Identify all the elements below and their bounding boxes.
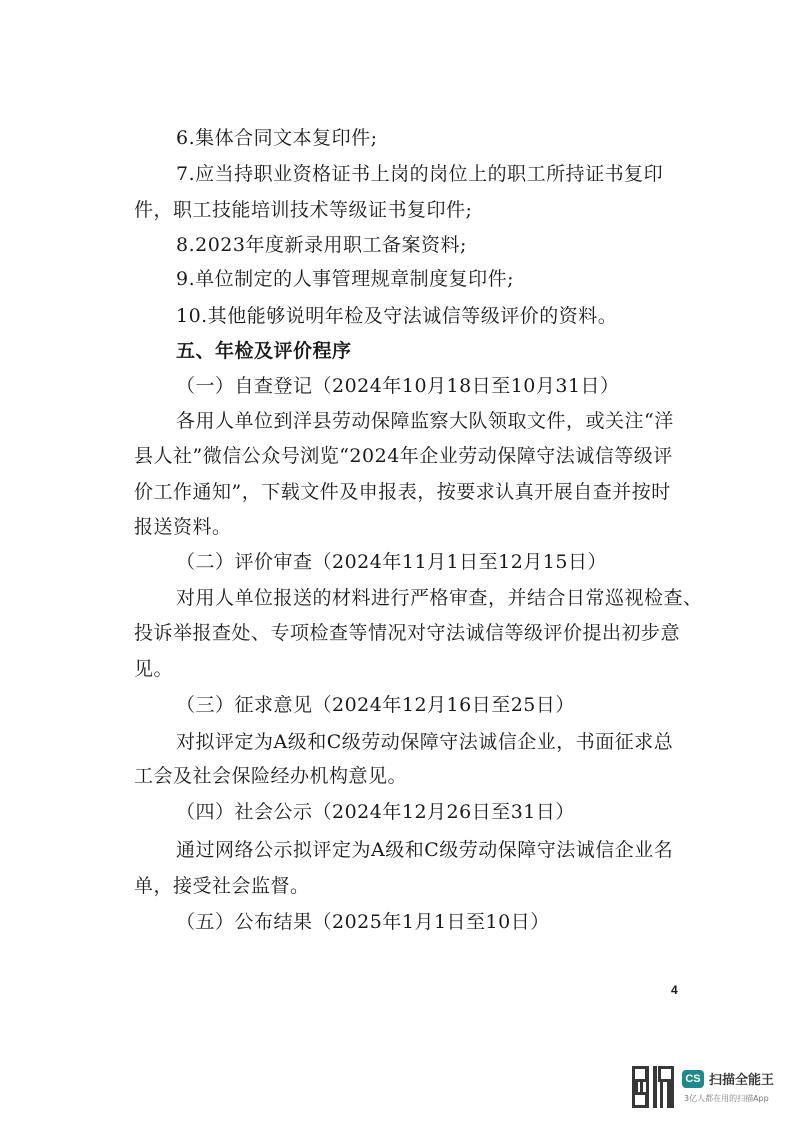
list-item: 8.2023年度新录用职工备案资料; (176, 234, 467, 256)
list-item-continuation: 件，职工技能培训技术等级证书复印件; (134, 199, 473, 221)
camscanner-logo-icon: CS (682, 1070, 704, 1088)
paragraph-line: 价工作通知”，下载文件及申报表，按要求认真开展自查并按时 (134, 481, 671, 503)
list-item: 10.其他能够说明年检及守法诚信等级评价的资料。 (176, 305, 618, 327)
paragraph-line: 报送资料。 (134, 516, 232, 538)
paragraph-line: 对用人单位报送的材料进行严格审查，并结合日常巡视检查、 (176, 587, 703, 609)
paragraph-line: 县人社”微信公众号浏览“2024年企业劳动保障守法诚信等级评 (134, 445, 673, 467)
list-item: 9.单位制定的人事管理规章制度复印件; (176, 268, 515, 290)
paragraph-line: 各用人单位到洋县劳动保障监察大队领取文件，或关注“洋 (176, 410, 674, 432)
scanner-watermark (632, 1066, 792, 1112)
watermark-tagline: 3亿人都在用的扫描App (684, 1094, 769, 1103)
subsection-heading: （五）公布结果（2025年1月1日至10日） (176, 911, 550, 933)
qr-code-icon (632, 1066, 674, 1108)
subsection-heading: （三）征求意见（2024年12月16日至25日） (176, 694, 575, 716)
paragraph-line: 见。 (134, 658, 174, 680)
subsection-heading: （一）自查登记（2024年10月18日至10月31日） (176, 375, 620, 397)
list-item: 6.集体合同文本复印件; (176, 127, 378, 149)
paragraph-line: 单，接受社会监督。 (134, 875, 310, 897)
subsection-heading: （四）社会公示（2024年12月26日至31日） (176, 801, 575, 823)
watermark-brand: 扫描全能王 (709, 1073, 775, 1088)
page-number: 4 (671, 983, 678, 997)
section-heading: 五、年检及评价程序 (176, 340, 352, 362)
paragraph-line: 通过网络公示拟评定为A级和C级劳动保障守法诚信企业名 (176, 839, 674, 861)
paragraph-line: 投诉举报查处、专项检查等情况对守法诚信等级评价提出初步意 (134, 622, 681, 644)
paragraph-line: 工会及社会保险经办机构意见。 (134, 765, 408, 787)
paragraph-line: 对拟评定为A级和C级劳动保障守法诚信企业，书面征求总 (176, 731, 674, 753)
subsection-heading: （二）评价审查（2024年11月1日至12月15日） (176, 551, 607, 573)
list-item: 7.应当持职业资格证书上岗的岗位上的职工所持证书复印 (176, 163, 664, 185)
